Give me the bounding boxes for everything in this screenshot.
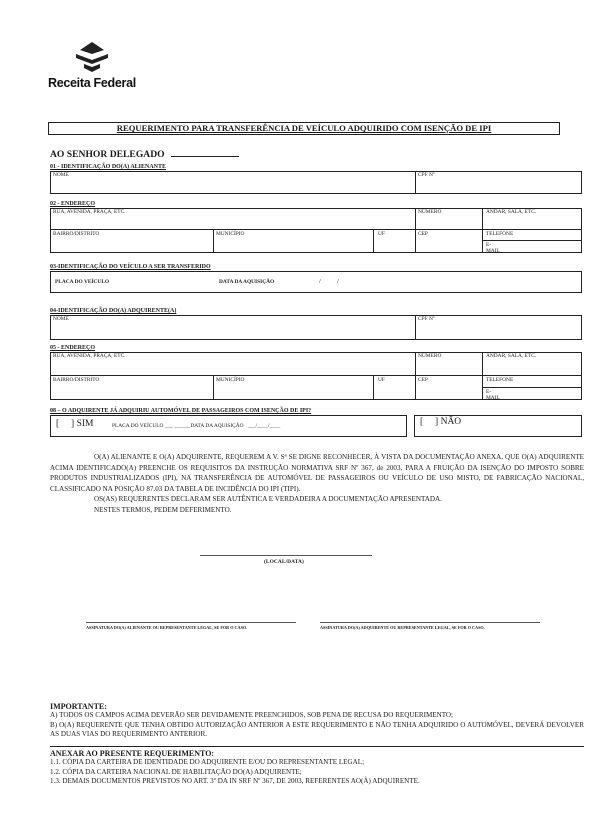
alienante-cpf-field[interactable]: [415, 172, 435, 193]
adquirente-municipio-field[interactable]: [213, 376, 245, 399]
sig-adquirente-line[interactable]: [320, 622, 540, 623]
anexar-item-3: 1.3. DEMAIS DOCUMENTOS PREVISTOS NO ART. 3º DA IN SRF Nº 367, DE 2003, REFERENTES AO(À) ADQUIRENTE.: [50, 777, 420, 785]
alienante-uf-label: UF: [378, 231, 385, 237]
alienante-cpf-label: CPF Nº: [418, 172, 435, 178]
local-data-line[interactable]: [200, 555, 372, 556]
adquirente-cpf-field[interactable]: [415, 316, 435, 339]
request-paragraph-1: O(A) ALIENANTE E O(A) ADQUIRENTE, REQUEREM A V. Sª SE DIGNE RECONHECER, À VISTA DA DOCUMENTAÇÃO ANEXA, QUE O(A) ADQUIRENTE ACIMA IDENTIFICADO(A) PREENCHE OS REQUISITOS DA INSTRUÇÃO NORMATIVA SRF Nº 367, de 2003, PARA A FRUIÇÃO DA ISENÇÃO DO IMPOSTO SOBRE PRODUTOS INDUSTRIALIZADOS (IPI), NA TRANSFERÊNCIA DE AUTOMÓVEL DE PASSAGEIROS OU VEÍCULO DE USO MISTO, DE FABRICAÇÃO NACIONAL, CLASSIFICADO NA POSIÇÃO 87.03 DA TABELA DE INCIDÊNCIA DO IPI (TIPI).: [50, 453, 584, 493]
adquirente-telefone-label: TELEFONE: [486, 377, 514, 383]
alienante-nome-label: NOME: [53, 172, 69, 178]
adquirente-andar-field[interactable]: [482, 353, 537, 375]
addressee-label: AO SENHOR DELEGADO: [50, 149, 165, 160]
adquirente-email-label: E-MAIL: [486, 389, 500, 401]
alienante-uf-field[interactable]: [373, 230, 385, 252]
section-03-title: 03-IDENTIFICAÇÃO DO VEÍCULO A SER TRANSFERIDO: [50, 264, 211, 270]
adquirente-cep-field[interactable]: [415, 376, 428, 399]
request-body: [50, 452, 584, 515]
adquirente-cpf-label: CPF Nº: [418, 316, 435, 322]
alienante-municipio-label: MUNICÍPIO: [216, 231, 245, 237]
section-04-box: [50, 315, 582, 340]
adquirente-bairro-label: BAIRRO/DISTRITO: [53, 377, 100, 383]
alienante-andar-field[interactable]: [482, 209, 537, 229]
alienante-cep-field[interactable]: [415, 230, 428, 252]
nao-option[interactable]: [ ] NÃO: [420, 417, 462, 427]
anexar-item-2: 1.2. CÓPIA DA CARTEIRA NACIONAL DE HABILITAÇÃO DO(A) ADQUIRENTE;: [50, 767, 302, 776]
local-data-label: (LOCAL/DATA): [264, 559, 304, 565]
section-08-sim-box[interactable]: [50, 415, 407, 437]
adquirente-municipio-label: MUNICÍPIO: [216, 377, 245, 383]
section-01-box: [50, 171, 582, 194]
alienante-numero-field[interactable]: [415, 209, 442, 229]
sig-alienante-label: ASSINATURA DO(A) ALIENANTE OU REPRESENTANTE LEGAL, SE FOR O CASO.: [86, 625, 248, 630]
section-08-nao-box[interactable]: [414, 415, 582, 437]
section-01-title: 01 - IDENTIFICAÇÃO DO(A) ALIENANTE: [50, 164, 167, 170]
alienante-numero-label: NÚMERO: [418, 209, 442, 215]
adquirente-numero-field[interactable]: [415, 353, 442, 375]
section-05-title: 05 - ENDEREÇO: [50, 345, 96, 351]
data-aquisicao-separators: / /: [319, 278, 339, 285]
importante-a: A) TODOS OS CAMPOS ACIMA DEVERÃO SER DEVIDAMENTE PREENCHIDOS, SOB PENA DE RECUSA DO REQUERIMENTO;: [50, 711, 454, 719]
alienante-telefone-field[interactable]: [482, 230, 514, 254]
adquirente-uf-field[interactable]: [373, 376, 385, 399]
sim-placa-data-line: PLACA DO VEÍCULO ___ ______DATA DA AQUISIÇÃO ___/____/____: [112, 423, 281, 429]
alienante-email-label: E-MAIL: [486, 242, 500, 254]
anexar-rule: [50, 746, 584, 747]
adquirente-uf-label: UF: [378, 377, 385, 383]
brand-name: Receita Federal: [48, 76, 136, 90]
section-02-title: 02 - ENDEREÇO: [50, 201, 96, 207]
addressee-line[interactable]: [171, 156, 239, 157]
sig-alienante-line[interactable]: [86, 622, 296, 623]
anexar-block: [50, 749, 584, 787]
placa-label: PLACA DO VEÍCULO: [55, 279, 110, 285]
adquirente-telefone-field[interactable]: [482, 376, 514, 401]
sig-adquirente-label: ASSINATURA DO(A) ADQUIRENTE OU REPRESENTANTE LEGAL, SE FOR O CASO.: [320, 625, 485, 630]
adquirente-cep-label: CEP: [418, 377, 428, 383]
anexar-item-1: 1.1. CÓPIA DA CARTEIRA DE IDENTIDADE DO ADQUIRENTE E/OU DO REPRESENTANTE LEGAL;: [50, 758, 365, 766]
adquirente-andar-label: ANDAR, SALA, ETC.: [486, 353, 537, 359]
importante-block: [50, 702, 584, 740]
form-title-box: [48, 122, 560, 135]
receita-emblem-icon: [70, 40, 114, 74]
receita-logo: [48, 40, 148, 90]
section-05-box: [50, 352, 582, 400]
section-08-title: 08 – O ADQUIRENTE JÁ ADQUIRIU AUTOMÓVEL DE PASSAGEIROS COM ISENÇÃO DE IPI?: [50, 408, 312, 414]
adquirente-rua-label: RUA, AVENIDA, PRAÇA, ETC.: [53, 353, 126, 359]
importante-title: IMPORTANTE:: [50, 702, 107, 711]
section-02-box: [50, 208, 582, 253]
alienante-andar-label: ANDAR, SALA, ETC.: [486, 209, 537, 215]
adquirente-nome-label: NOME: [53, 316, 69, 322]
adquirente-numero-label: NÚMERO: [418, 353, 442, 359]
alienante-telefone-label: TELEFONE: [486, 231, 514, 237]
alienante-bairro-label: BAIRRO/DISTRITO: [53, 231, 100, 237]
importante-b: B) O(A) REQUERENTE QUE TENHA OBTIDO AUTORIZAÇÃO ANTERIOR A ESTE REQUERIMENTO E NÃO TENHA ADQUIRIDO O AUTOMÓVEL, DEVERÁ DEVOLVER AS DUAS VIAS DO REQUERIMENTO ANTERIOR.: [50, 720, 584, 738]
sim-option[interactable]: [ ] SIM: [56, 419, 94, 429]
form-title: REQUERIMENTO PARA TRANSFERÊNCIA DE VEÍCULO ADQUIRIDO COM ISENÇÃO DE IPI: [116, 123, 492, 133]
section-03-box[interactable]: [50, 271, 582, 293]
alienante-cep-label: CEP: [418, 231, 428, 237]
alienante-rua-label: RUA, AVENIDA, PRAÇA, ETC.: [53, 209, 126, 215]
section-04-title: 04-IDENTIFICAÇÃO DO(A) ADQUIRENTE(A): [50, 308, 177, 314]
request-paragraph-2: OS(AS) REQUERENTES DECLARAM SER AUTÊNTICA E VERDADEIRA A DOCUMENTAÇÃO APRESENTADA.: [94, 495, 442, 503]
data-aquisicao-label: DATA DA AQUISIÇÃO: [219, 279, 275, 285]
alienante-municipio-field[interactable]: [213, 230, 245, 252]
request-paragraph-3: NESTES TERMOS, PEDEM DEFERIMENTO.: [94, 505, 232, 514]
anexar-title: ANEXAR AO PRESENTE REQUERIMENTO:: [50, 749, 215, 758]
addressee: [50, 149, 239, 160]
